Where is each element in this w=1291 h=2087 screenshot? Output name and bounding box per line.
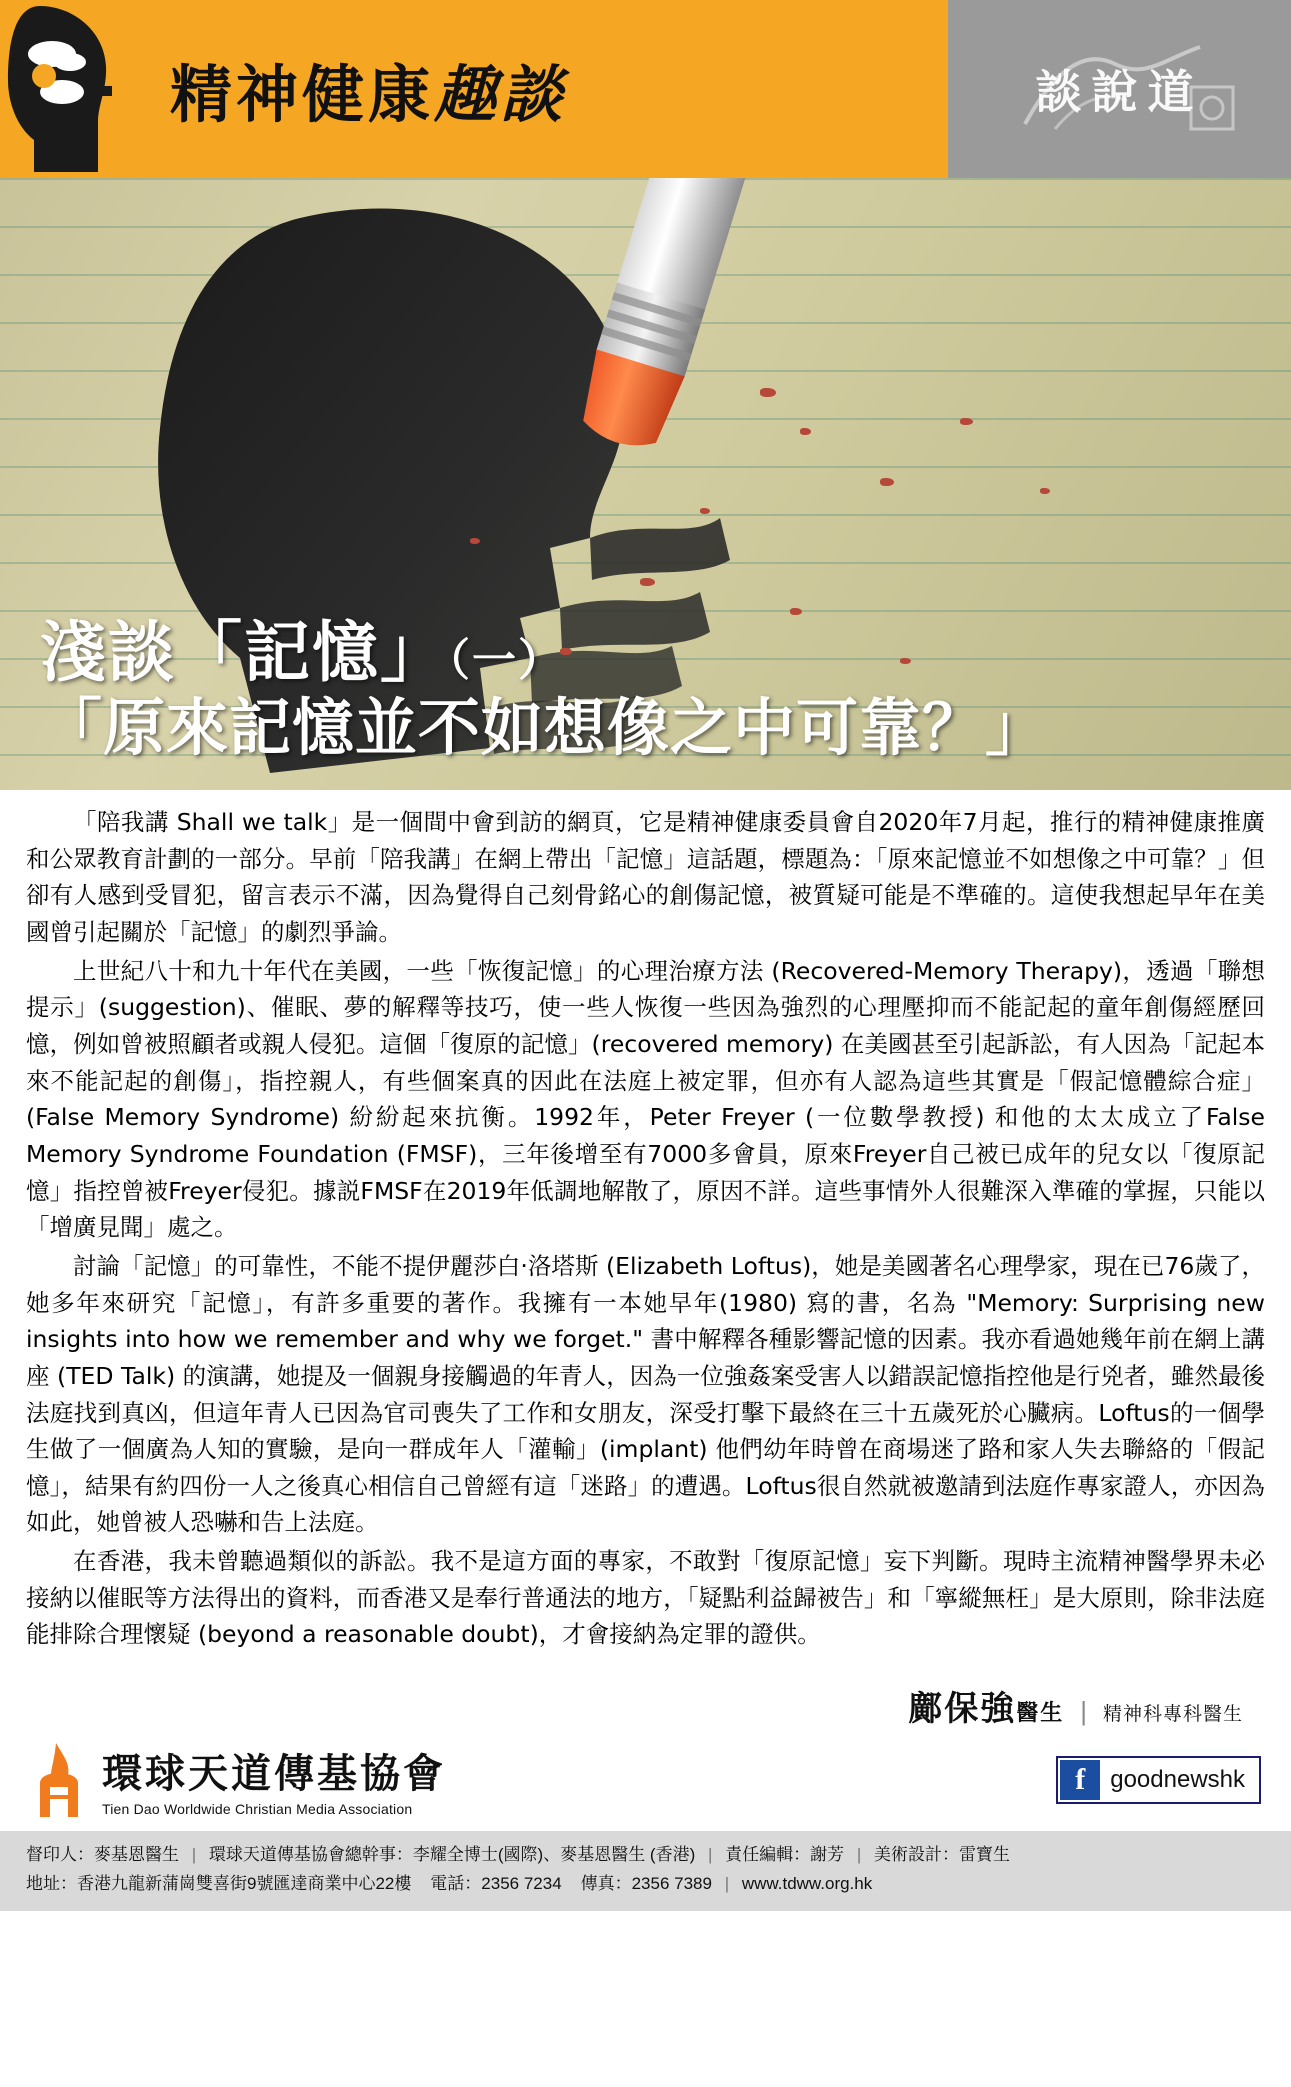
article-paragraph: 上世紀八十和九十年代在美國，一些「恢復記憶」的心理治療方法 (Recovered-Memory Therapy)，透過「聯想提示」(suggestion)、催眠、夢的解釋等技巧，使一些人恢復一些因為強烈的心理壓抑而不能記起的童年創傷經歷回憶，例如曾被照顧者或親人侵犯。這個「復原的記憶」(recovered memory) 在美國甚至引起訴訟，有人因為「記起本來不能記起的創傷」，指控親人，有些個案真的因此在法庭上被定罪，但亦有人認為這些其實是「假記憶體綜合症」(False Memory Syndrome) 紛紛起來抗衡。1992年，Peter Freyer (一位數學教授) 和他的太太成立了False Memory Syndrome Foundation (FMSF)，三年後增至有7000多會員，原來Freyer自己被已成年的兒女以「復原記憶」指控曾被Freyer侵犯。據説FMSF在2019年低調地解散了，原因不詳。這些事情外人很難深入準確的掌握，只能以「增廣見聞」處之。 <box>26 956 1265 1242</box>
article-paragraph: 「陪我講 Shall we talk」是一個間中會到訪的網頁，它是精神健康委員會自2020年7月起，推行的精神健康推廣和公眾教育計劃的一部分。早前「陪我講」在網上帶出「記憶」這話題，標題為：「原來記憶並不如想像之中可靠？」但卻有人感到受冒犯，留言表示不滿，因為覺得自己刻骨銘心的創傷記憶，被質疑可能是不準確的。這使我想起早年在美國曾引起關於「記憶」的劇烈爭論。 <box>26 808 1265 946</box>
designer-label: 美術設計： <box>874 1845 960 1865</box>
website-link[interactable]: www.tdww.org.hk <box>741 1873 873 1893</box>
article-paragraph: 討論「記憶」的可靠性，不能不提伊麗莎白‧洛塔斯 (Elizabeth Loftus)，她是美國著名心理學家，現在已76歲了，她多年來研究「記憶」，有許多重要的著作。我擁有一本她早年(1980) 寫的書，名為 "Memory: Surprising new insights into how we remember and why we forget." 書中解釋各種影響記憶的因素。我亦看過她幾年前在網上講座 (TED Talk) 的演講，她提及一個親身接觸過的年青人，因為一位強姦案受害人以錯誤記憶指控他是行兇者，雖然最後法庭找到真凶，但這年青人已因為官司喪失了工作和女朋友，深受打擊下最終在三十五歲死於心臟病。Loftus的一個學生做了一個廣為人知的實驗，是向一群成年人「灌輸」(implant) 他們幼年時曾在商場迷了路和家人失去聯絡的「假記憶」，結果有約四份一人之後真心相信自己曾經有這「迷路」的遭遇。Loftus很自然就被邀請到法庭作專家證人，亦因為如此，她曾被人恐嚇和告上法庭。 <box>26 1251 1265 1537</box>
author-role: 精神科專科醫生 <box>1102 1704 1243 1726</box>
organization-name-block <box>102 1742 446 1817</box>
hero-title-line2: 「原來記憶並不如想像之中可靠？」 <box>40 693 1049 763</box>
fax-value: 2356 7389 <box>631 1873 712 1893</box>
credits-separator: | <box>191 1845 197 1865</box>
credits-line-2 <box>26 1870 1265 1899</box>
phone-label: 電話： <box>430 1873 482 1893</box>
page-title-main: 精神健康 <box>170 60 435 130</box>
header-stamp-block <box>948 0 1291 178</box>
organization-name-en: Tien Dao Worldwide Christian Media Association <box>102 1801 413 1818</box>
credits-separator: | <box>856 1845 862 1865</box>
article-paragraph: 在香港，我未曾聽過類似的訴訟。我不是這方面的專家，不敢對「復原記憶」妄下判斷。現時主流精神醫學界未必接納以催眠等方法得出的資料，而香港又是奉行普通法的地方，「疑點利益歸被告」和「寧縱無枉」是大原則，除非法庭能排除合理懷疑 (beyond a reasonable doubt)，才會接納為定罪的證供。 <box>26 1547 1265 1649</box>
facebook-handle: goodnewshk <box>1110 1765 1245 1793</box>
printer-value: 麥基恩醫生 <box>94 1845 179 1865</box>
editor-label: 責任編輯： <box>725 1845 811 1865</box>
flame-person-icon <box>30 1743 88 1817</box>
organization-name-cn: 環球天道傳基協會 <box>102 1752 446 1797</box>
address-label: 地址： <box>26 1873 77 1893</box>
director-label: 環球天道傳基協會總幹事： <box>208 1845 413 1865</box>
fax-label: 傳真： <box>580 1873 632 1893</box>
printer-label: 督印人： <box>26 1845 94 1865</box>
address-value: 香港九龍新蒲崗雙喜街9號匯達商業中心22樓 <box>77 1873 412 1893</box>
stamp-text: 談說道 <box>1035 67 1204 118</box>
hero-title-block <box>40 616 1048 764</box>
footer-logos <box>0 1736 1291 1831</box>
editor-value: 謝芳 <box>810 1845 845 1865</box>
director-value: 李耀全博士(國際)、麥基恩醫生 (香港) <box>412 1845 696 1865</box>
author-title-suffix: 醫生 <box>1016 1700 1065 1726</box>
author-byline <box>0 1659 1291 1736</box>
hero-banner <box>0 178 1291 790</box>
head-with-clouds-icon <box>0 0 170 178</box>
header-left <box>0 0 948 178</box>
phone-value: 2356 7234 <box>481 1873 562 1893</box>
credits-separator: | <box>724 1873 730 1893</box>
facebook-f-icon: f <box>1060 1760 1100 1800</box>
page-title-italic: 趣談 <box>434 61 567 130</box>
hero-title-line1 <box>40 616 1048 689</box>
designer-value: 雷寶生 <box>959 1845 1011 1865</box>
credits-bar <box>0 1831 1291 1911</box>
hero-title-line1-main: 淺談「記憶」 <box>40 615 448 690</box>
page-title <box>170 45 566 134</box>
credits-separator: | <box>708 1845 713 1865</box>
byline-divider: | <box>1080 1696 1087 1727</box>
facebook-link[interactable] <box>1056 1756 1261 1804</box>
hero-title-line1-sub: （一） <box>448 636 564 686</box>
author-name-text: 鄺保強 <box>908 1690 1017 1729</box>
credits-line-1 <box>26 1841 1265 1870</box>
author-name <box>908 1681 1064 1730</box>
page-header <box>0 0 1291 178</box>
organization-logo <box>30 1742 446 1817</box>
article-body <box>0 790 1291 1659</box>
